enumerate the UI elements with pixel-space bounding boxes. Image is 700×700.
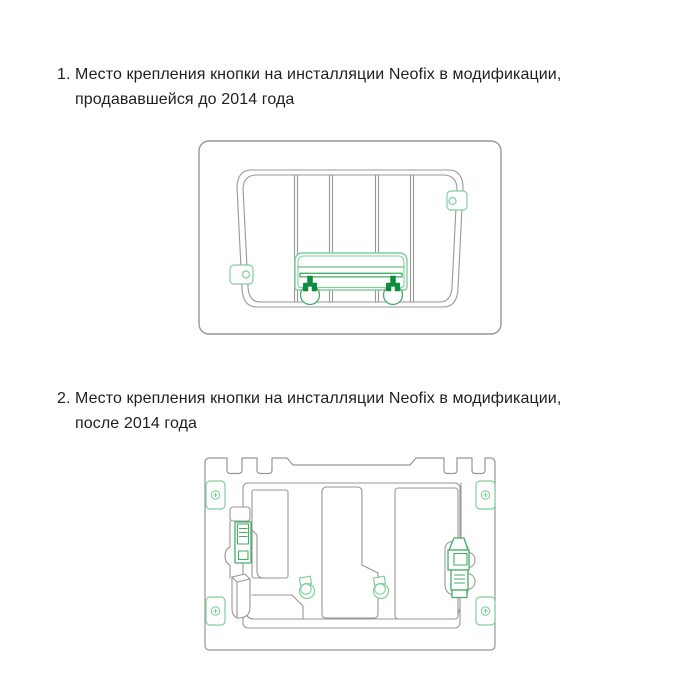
- latch-foot: [452, 590, 467, 598]
- item-2-line-1: Место крепления кнопки на инсталляции Neofix в модификации,: [75, 390, 562, 407]
- diagram-neofix-post-2014: [204, 457, 496, 651]
- item-1-line-2: продававшейся до 2014 года: [75, 91, 295, 108]
- item-1-caption: [75, 62, 561, 112]
- screw-hole: [243, 271, 250, 278]
- screw-pad-top-right: [476, 481, 495, 509]
- mounting-tab-left: [230, 265, 253, 284]
- screw-pad-bottom-left: [206, 597, 225, 625]
- screw-pad-top-left: [206, 481, 225, 509]
- item-2-caption: [75, 386, 561, 436]
- screw-hole: [449, 198, 456, 205]
- screw-pad-bottom-right: [476, 597, 495, 625]
- mounting-tab-right: [447, 191, 467, 210]
- diagram-neofix-pre-2014: [198, 140, 502, 335]
- corner-bracket: [232, 574, 250, 618]
- list-item-2: [57, 386, 561, 436]
- item-1-line-1: Место крепления кнопки на инсталляции Neofix в модификации,: [75, 66, 562, 83]
- list-item-1: [57, 62, 561, 112]
- latch-left-tab: [230, 507, 250, 521]
- push-rod: [300, 273, 402, 277]
- item-2-number: 2.: [57, 390, 71, 407]
- item-1-number: 1.: [57, 66, 71, 83]
- item-2-line-2: после 2014 года: [75, 415, 198, 432]
